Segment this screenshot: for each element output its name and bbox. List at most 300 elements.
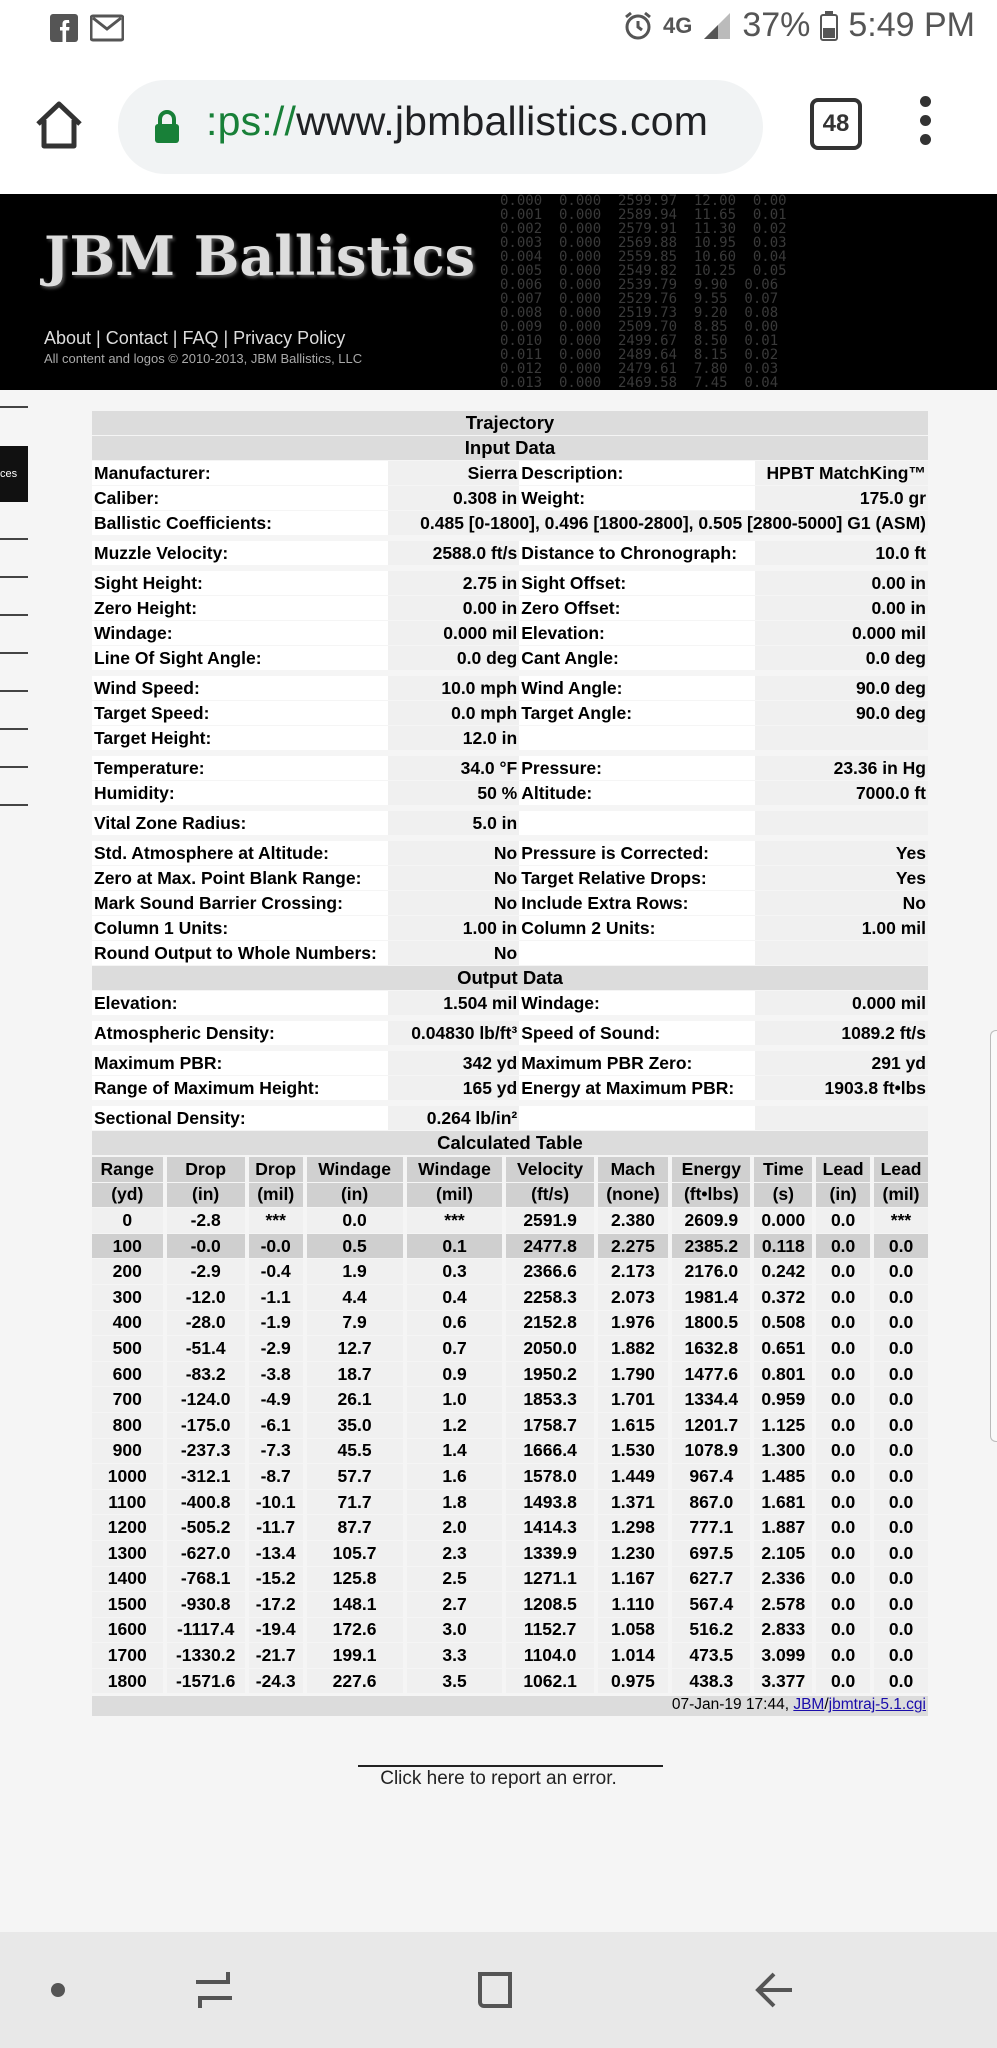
site-nav: About | Contact | FAQ | Privacy Policy [44, 328, 346, 348]
trajectory-title: Trajectory [92, 411, 928, 435]
table-cell: 4.4 [307, 1285, 403, 1310]
table-cell: -8.7 [249, 1464, 303, 1489]
spacer [92, 1046, 928, 1050]
table-cell: 2591.9 [506, 1208, 593, 1233]
table-row [92, 1618, 928, 1643]
nav-about[interactable]: About [44, 328, 92, 348]
column-unit: (ft•lbs) [672, 1183, 750, 1208]
field-value: 165 yd [388, 1076, 519, 1100]
address-bar[interactable] [118, 80, 763, 174]
table-cell: 1.058 [598, 1618, 669, 1643]
table-cell: 1632.8 [672, 1336, 750, 1361]
table-cell: 2.105 [754, 1541, 812, 1566]
table-row [92, 1439, 928, 1464]
status-bar [0, 0, 997, 58]
output-data-heading-row [92, 966, 928, 990]
table-cell: 1.014 [598, 1643, 669, 1668]
table-cell: 0.242 [754, 1259, 812, 1284]
table-cell: 0.0 [816, 1387, 870, 1412]
table-cell: 0.0 [874, 1618, 928, 1643]
table-cell: 1.530 [598, 1439, 669, 1464]
field-label: Zero at Max. Point Blank Range: [92, 866, 388, 890]
table-cell: 1.298 [598, 1515, 669, 1540]
field-label: Include Extra Rows: [519, 891, 755, 915]
table-row [92, 1285, 928, 1310]
table-cell: -24.3 [249, 1669, 303, 1694]
table-cell: 967.4 [672, 1464, 750, 1489]
field-value: 175.0 gr [755, 486, 928, 510]
input-row [92, 866, 928, 890]
input-row [92, 916, 928, 940]
table-cell: 0.0 [874, 1439, 928, 1464]
column-unit: (in) [307, 1183, 403, 1208]
table-cell: 1.882 [598, 1336, 669, 1361]
field-value: 5.0 in [388, 811, 519, 835]
table-cell: 0.801 [754, 1362, 812, 1387]
table-row [92, 1567, 928, 1592]
table-cell: 1.681 [754, 1490, 812, 1515]
table-cell: 0.0 [874, 1490, 928, 1515]
tab-count-button[interactable]: 48 [810, 98, 862, 150]
table-cell: -28.0 [167, 1311, 245, 1336]
field-label: Zero Offset: [519, 596, 755, 620]
sidebar-divider [0, 538, 28, 540]
table-cell: -3.8 [249, 1362, 303, 1387]
column-unit: (in) [167, 1183, 245, 1208]
table-cell: 0.1 [407, 1234, 503, 1259]
table-cell: 0.0 [874, 1413, 928, 1438]
table-cell: 0.0 [874, 1311, 928, 1336]
table-cell: 45.5 [307, 1439, 403, 1464]
group-spacer [92, 671, 928, 675]
column-header: Lead [874, 1157, 928, 1182]
table-cell: -400.8 [167, 1490, 245, 1515]
table-cell: -312.1 [167, 1464, 245, 1489]
field-value: 1089.2 ft/s [755, 1021, 928, 1045]
table-cell: 0.0 [816, 1567, 870, 1592]
table-cell: 71.7 [307, 1490, 403, 1515]
table-cell: 1.110 [598, 1592, 669, 1617]
column-header: Lead [816, 1157, 870, 1182]
nav-privacy-policy[interactable]: Privacy Policy [233, 328, 346, 348]
home-icon[interactable] [32, 98, 86, 152]
table-cell: 1300 [92, 1541, 163, 1566]
table-cell: 3.099 [754, 1643, 812, 1668]
field-value: 50 % [388, 781, 519, 805]
table-cell: 1.887 [754, 1515, 812, 1540]
table-cell: -1571.6 [167, 1669, 245, 1694]
table-cell: 1078.9 [672, 1439, 750, 1464]
field-value [755, 726, 928, 750]
field-value: 291 yd [755, 1051, 928, 1075]
table-cell: 57.7 [307, 1464, 403, 1489]
table-cell: 1104.0 [506, 1643, 593, 1668]
group-spacer [92, 1016, 928, 1020]
field-label: Sectional Density: [92, 1106, 388, 1130]
output-row [92, 991, 928, 1015]
table-cell: 1.300 [754, 1439, 812, 1464]
field-label: Windage: [92, 621, 388, 645]
report-error-link[interactable]: Click here to report an error. [380, 1768, 617, 1789]
column-unit: (mil) [874, 1183, 928, 1208]
field-value: 10.0 ft [755, 541, 928, 565]
table-cell: 35.0 [307, 1413, 403, 1438]
field-value: 0.00 in [388, 596, 519, 620]
table-cell: 0.0 [874, 1669, 928, 1694]
table-cell: 0.4 [407, 1285, 503, 1310]
field-label: Maximum PBR Zero: [519, 1051, 755, 1075]
table-row [92, 1541, 928, 1566]
field-label: Atmospheric Density: [92, 1021, 388, 1045]
site-header [0, 194, 997, 390]
table-cell: 1000 [92, 1464, 163, 1489]
table-cell: -0.0 [249, 1234, 303, 1259]
table-cell: 0.0 [816, 1413, 870, 1438]
sidebar-divider [0, 766, 28, 768]
table-cell: 1.615 [598, 1413, 669, 1438]
column-header: Time [754, 1157, 812, 1182]
field-label: Elevation: [92, 991, 388, 1015]
table-cell: -175.0 [167, 1413, 245, 1438]
clock: 5:49 PM [848, 6, 975, 44]
field-value: Yes [755, 866, 928, 890]
column-header: Drop [167, 1157, 245, 1182]
input-data-heading: Input Data [92, 436, 928, 460]
sidebar-item-active[interactable] [0, 446, 28, 502]
field-value: 0.0 deg [755, 646, 928, 670]
table-cell: 2.833 [754, 1618, 812, 1643]
table-cell: -2.8 [167, 1208, 245, 1233]
table-cell: 697.5 [672, 1541, 750, 1566]
field-value: 0.0 mph [388, 701, 519, 725]
trajectory-report [92, 410, 928, 1716]
bc-label: Ballistic Coefficients: [92, 511, 388, 535]
table-row [92, 1669, 928, 1694]
table-cell: 0 [92, 1208, 163, 1233]
table-cell: 0.0 [816, 1541, 870, 1566]
spacer [92, 1016, 928, 1020]
output-row [92, 1021, 928, 1045]
url-protocol: :ps:// [206, 98, 297, 144]
table-row [92, 1490, 928, 1515]
field-value: 0.000 mil [755, 991, 928, 1015]
field-value: No [388, 941, 519, 965]
table-cell: 1600 [92, 1618, 163, 1643]
field-value: HPBT MatchKing™ [755, 461, 928, 485]
input-output-table [92, 410, 928, 1156]
table-cell: 2366.6 [506, 1259, 593, 1284]
input-row [92, 596, 928, 620]
calc-header-row [92, 1157, 928, 1182]
recent-apps-icon[interactable] [192, 1968, 236, 2012]
table-cell: 172.6 [307, 1618, 403, 1643]
input-row [92, 541, 928, 565]
sidebar-divider [0, 652, 28, 654]
table-cell: 1493.8 [506, 1490, 593, 1515]
field-label: Mark Sound Barrier Crossing: [92, 891, 388, 915]
table-cell: 1201.7 [672, 1413, 750, 1438]
field-label: Temperature: [92, 756, 388, 780]
table-cell: -0.0 [167, 1234, 245, 1259]
table-cell: 400 [92, 1311, 163, 1336]
field-value: 0.000 mil [755, 621, 928, 645]
input-row [92, 756, 928, 780]
jbm-link[interactable]: JBM [793, 1696, 825, 1714]
table-cell: 2.578 [754, 1592, 812, 1617]
table-cell: 0.651 [754, 1336, 812, 1361]
table-cell: -1330.2 [167, 1643, 245, 1668]
table-cell: 1.449 [598, 1464, 669, 1489]
table-cell: 2258.3 [506, 1285, 593, 1310]
table-cell: -15.2 [249, 1567, 303, 1592]
table-cell: 0.118 [754, 1234, 812, 1259]
table-row [92, 1515, 928, 1540]
side-panel-handle[interactable] [990, 1030, 997, 1442]
table-cell: 0.0 [307, 1208, 403, 1233]
field-value: 1.00 mil [755, 916, 928, 940]
nav-faq[interactable]: FAQ [182, 328, 219, 348]
gmail-icon [90, 14, 124, 42]
alarm-icon [623, 11, 653, 41]
table-cell: -11.7 [249, 1515, 303, 1540]
table-cell: -21.7 [249, 1643, 303, 1668]
field-value: 0.00 in [755, 596, 928, 620]
input-row [92, 941, 928, 965]
field-label: Wind Speed: [92, 676, 388, 700]
field-label: Caliber: [92, 486, 388, 510]
table-cell: 1339.9 [506, 1541, 593, 1566]
table-cell: 227.6 [307, 1669, 403, 1694]
dot-icon[interactable] [50, 1982, 66, 1998]
field-value: 12.0 in [388, 726, 519, 750]
home-button-icon[interactable] [474, 1968, 514, 2012]
report-timestamp: 07-Jan-19 17:44, [671, 1696, 794, 1714]
group-spacer [92, 536, 928, 540]
input-row [92, 486, 928, 510]
table-cell: 1.485 [754, 1464, 812, 1489]
input-row [92, 701, 928, 725]
table-cell: 1.976 [598, 1311, 669, 1336]
table-cell: -7.3 [249, 1439, 303, 1464]
field-value: 0.04830 lb/ft³ [388, 1021, 519, 1045]
group-spacer [92, 1046, 928, 1050]
column-unit: (s) [754, 1183, 812, 1208]
table-cell: 0.0 [874, 1515, 928, 1540]
table-cell: -505.2 [167, 1515, 245, 1540]
table-cell: 2152.8 [506, 1311, 593, 1336]
table-cell: 2.380 [598, 1208, 669, 1233]
table-cell: 200 [92, 1259, 163, 1284]
table-cell: 1.8 [407, 1490, 503, 1515]
battery-percent: 37% [742, 6, 811, 44]
table-cell: 1666.4 [506, 1439, 593, 1464]
table-cell: 2477.8 [506, 1234, 593, 1259]
table-cell: 1400 [92, 1567, 163, 1592]
table-cell: 300 [92, 1285, 163, 1310]
field-label [519, 1106, 755, 1130]
site-logo[interactable]: JBM Ballistics [44, 224, 476, 288]
table-cell: 0.0 [816, 1515, 870, 1540]
table-cell: *** [249, 1208, 303, 1233]
table-cell: *** [874, 1208, 928, 1233]
table-cell: 18.7 [307, 1362, 403, 1387]
table-cell: 600 [92, 1362, 163, 1387]
table-cell: 700 [92, 1387, 163, 1412]
group-spacer [92, 566, 928, 570]
spacer [92, 536, 928, 540]
table-cell: 0.0 [816, 1592, 870, 1617]
table-cell: 0.0 [874, 1259, 928, 1284]
table-cell: 0.0 [874, 1567, 928, 1592]
input-row [92, 461, 928, 485]
field-value: 10.0 mph [388, 676, 519, 700]
table-cell: -12.0 [167, 1285, 245, 1310]
table-cell: 0.959 [754, 1387, 812, 1412]
field-label: Target Height: [92, 726, 388, 750]
table-cell: 0.0 [874, 1541, 928, 1566]
table-cell: 1950.2 [506, 1362, 593, 1387]
table-cell: -1117.4 [167, 1618, 245, 1643]
table-cell: -13.4 [249, 1541, 303, 1566]
field-value: Yes [755, 841, 928, 865]
table-cell: 1800 [92, 1669, 163, 1694]
calculated-table [88, 1156, 932, 1694]
group-spacer [92, 806, 928, 810]
bc-value: 0.485 [0-1800], 0.496 [1800-2800], 0.505 [2800-5000] G1 (ASM) [388, 511, 928, 535]
table-cell: 473.5 [672, 1643, 750, 1668]
table-row [92, 1208, 928, 1233]
table-cell: 1271.1 [506, 1567, 593, 1592]
column-unit: (ft/s) [506, 1183, 593, 1208]
link-separator: / [824, 1696, 829, 1714]
output-data-heading: Output Data [92, 966, 928, 990]
table-row [92, 1311, 928, 1336]
input-row [92, 726, 928, 750]
table-cell: 0.0 [874, 1362, 928, 1387]
table-cell: 516.2 [672, 1618, 750, 1643]
table-cell: 0.0 [874, 1234, 928, 1259]
overflow-menu-icon[interactable] [920, 96, 934, 153]
column-unit: (mil) [407, 1183, 503, 1208]
table-cell: 1.167 [598, 1567, 669, 1592]
field-value: 0.000 mil [388, 621, 519, 645]
input-row [92, 646, 928, 670]
table-cell: 0.0 [816, 1336, 870, 1361]
jbmtraj-link[interactable]: jbmtraj-5.1.cgi [828, 1696, 926, 1714]
table-cell: -627.0 [167, 1541, 245, 1566]
table-cell: 100 [92, 1234, 163, 1259]
table-cell: -83.2 [167, 1362, 245, 1387]
sidebar-divider [0, 614, 28, 616]
table-cell: 1700 [92, 1643, 163, 1668]
output-row [92, 1106, 928, 1130]
table-cell: 900 [92, 1439, 163, 1464]
table-cell: 800 [92, 1413, 163, 1438]
field-label: Line Of Sight Angle: [92, 646, 388, 670]
column-header: Range [92, 1157, 163, 1182]
table-cell: 0.0 [816, 1285, 870, 1310]
table-cell: 148.1 [307, 1592, 403, 1617]
table-cell: *** [407, 1208, 503, 1233]
table-cell: 1.230 [598, 1541, 669, 1566]
field-label: Sight Offset: [519, 571, 755, 595]
table-cell: 2.7 [407, 1592, 503, 1617]
spacer [92, 806, 928, 810]
facebook-icon [50, 14, 78, 42]
field-label: Vital Zone Radius: [92, 811, 388, 835]
table-cell: 1477.6 [672, 1362, 750, 1387]
table-row [92, 1592, 928, 1617]
table-cell: 26.1 [307, 1387, 403, 1412]
field-value: 0.308 in [388, 486, 519, 510]
table-row [92, 1336, 928, 1361]
field-label: Windage: [519, 991, 755, 1015]
field-value: 2.75 in [388, 571, 519, 595]
sidebar-item-label: ces [0, 468, 18, 480]
table-cell: 1.790 [598, 1362, 669, 1387]
table-row [92, 1362, 928, 1387]
back-icon[interactable] [752, 1968, 796, 2012]
input-row [92, 571, 928, 595]
sidebar-divider [0, 576, 28, 578]
nav-contact[interactable]: Contact [105, 328, 168, 348]
table-cell: 0.0 [816, 1618, 870, 1643]
table-cell: 867.0 [672, 1490, 750, 1515]
table-cell: 2.275 [598, 1234, 669, 1259]
field-label: Target Angle: [519, 701, 755, 725]
input-row [92, 676, 928, 700]
table-cell: 87.7 [307, 1515, 403, 1540]
input-row [92, 621, 928, 645]
table-cell: -237.3 [167, 1439, 245, 1464]
field-value [755, 811, 928, 835]
calc-header-row [92, 1183, 928, 1208]
table-cell: 438.3 [672, 1669, 750, 1694]
column-unit: (mil) [249, 1183, 303, 1208]
table-cell: -0.4 [249, 1259, 303, 1284]
table-cell: 0.0 [816, 1311, 870, 1336]
table-cell: -19.4 [249, 1618, 303, 1643]
field-label: Weight: [519, 486, 755, 510]
table-cell: 0.3 [407, 1259, 503, 1284]
table-cell: -2.9 [249, 1336, 303, 1361]
table-cell: -51.4 [167, 1336, 245, 1361]
field-label: Altitude: [519, 781, 755, 805]
table-cell: 500 [92, 1336, 163, 1361]
table-cell: 1500 [92, 1592, 163, 1617]
field-value: 90.0 deg [755, 701, 928, 725]
sidebar-divider [0, 728, 28, 730]
column-unit: (none) [598, 1183, 669, 1208]
system-navigation-bar [0, 1932, 997, 2048]
url-text [206, 98, 708, 145]
spacer [92, 836, 928, 840]
table-cell: 1.0 [407, 1387, 503, 1412]
group-spacer [92, 751, 928, 755]
table-cell: 1152.7 [506, 1618, 593, 1643]
field-value: 2588.0 ft/s [388, 541, 519, 565]
table-cell: 567.4 [672, 1592, 750, 1617]
table-cell: 0.5 [307, 1234, 403, 1259]
table-cell: 0.0 [816, 1362, 870, 1387]
table-cell: 0.0 [816, 1259, 870, 1284]
spacer [92, 751, 928, 755]
table-cell: 0.0 [816, 1669, 870, 1694]
field-label: Pressure is Corrected: [519, 841, 755, 865]
column-header: Windage [307, 1157, 403, 1182]
field-value: 34.0 °F [388, 756, 519, 780]
field-label: Speed of Sound: [519, 1021, 755, 1045]
